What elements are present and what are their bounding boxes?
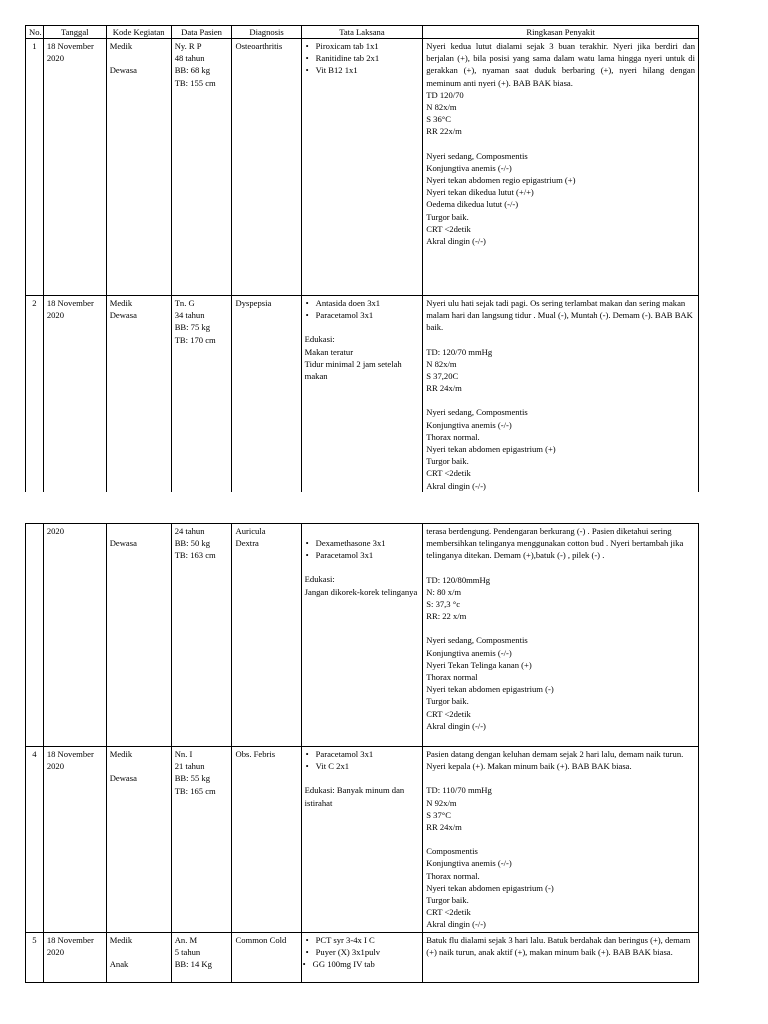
- row-tata-laksana: [301, 39, 423, 296]
- kode-line: Medik: [109, 749, 133, 759]
- exam-line: CRT <2detik: [426, 223, 471, 234]
- therapy-item: • Dexamethasone 3x1: [316, 537, 420, 549]
- row-tata-laksana: [301, 296, 423, 494]
- edukasi-line: Makan teratur: [304, 346, 354, 357]
- edukasi-line: Tidur minimal 2 jam setelah makan: [304, 358, 402, 382]
- ringkasan-paragraph: Nyeri ulu hati sejak tadi pagi. Os sering terlambat makan dan sering makan malam hari dan langsung tidur . Mual (-), Muntah (-). Demam (-). BAB BAK baik.: [426, 298, 693, 333]
- exam-line: Nyeri tekan abdomen epigastrium (-): [426, 882, 554, 893]
- row-number: 4: [26, 747, 44, 933]
- exam-line: Nyeri tekan abdomen epigastrium (+): [426, 444, 556, 455]
- pasien-line: BB: 14 Kg: [174, 959, 212, 970]
- table-row: [26, 296, 699, 494]
- vital-line: S: 37,3 °c: [426, 599, 461, 610]
- row-number: 1: [26, 39, 44, 296]
- exam-line: Akral dingin (-/-): [426, 480, 486, 491]
- exam-line: Nyeri sedang, Composmentis: [426, 407, 528, 418]
- row-tata-laksana: [301, 524, 423, 747]
- exam-line: CRT <2detik: [426, 708, 471, 719]
- row-ringkasan: [423, 747, 699, 933]
- exam-line: Nyeri tekan abdomen regio epigastrium (+): [426, 175, 576, 186]
- header-data-pasien: Data Pasien: [171, 26, 232, 39]
- row-tanggal: 18 November 2020: [43, 747, 106, 933]
- pasien-line: TB: 170 cm: [174, 334, 216, 345]
- row-ringkasan: [423, 932, 699, 982]
- exam-line: Nyeri Tekan Telinga kanan (+): [426, 659, 532, 670]
- pasien-line: TB: 155 cm: [174, 77, 216, 88]
- row-tata-laksana: [301, 932, 423, 982]
- exam-line: Oedema dikedua lutut (-/-): [426, 199, 519, 210]
- patient-table-part-2: [25, 523, 699, 983]
- header-diagnosis: Diagnosis: [232, 26, 301, 39]
- header-kode-kegiatan: Kode Kegiatan: [106, 26, 171, 39]
- edukasi-line: Edukasi:: [304, 334, 335, 345]
- row-kode: [106, 932, 171, 982]
- row-diagnosis: Dyspepsia: [232, 296, 301, 494]
- pasien-line: BB: 68 kg: [174, 65, 211, 76]
- exam-line: CRT <2detik: [426, 468, 471, 479]
- therapy-item: • Paracetamol 3x1: [316, 748, 420, 760]
- pasien-line: BB: 55 kg: [174, 773, 211, 784]
- exam-line: Konjungtiva anemis (-/-): [426, 647, 512, 658]
- table-row: [26, 524, 699, 747]
- row-tanggal: 18 November 2020: [43, 932, 106, 982]
- header-tata-laksana: Tata Laksana: [301, 26, 423, 39]
- vital-line: N 82x/m: [426, 358, 457, 369]
- pasien-line: 24 tahun: [174, 526, 205, 536]
- row-diagnosis: Osteoarthritis: [232, 39, 301, 296]
- therapy-subitem: • GG 100mg IV tab: [313, 958, 420, 970]
- exam-line: Thorax normal: [426, 672, 478, 683]
- exam-line: Thorax normal.: [426, 431, 480, 442]
- table-row: [26, 39, 699, 296]
- edukasi-line: Jangan dikorek-korek telinganya: [304, 586, 418, 597]
- ringkasan-paragraph: Batuk flu dialami sejak 3 hari lalu. Batuk berdahak dan beringus (+), demam (+) naik turun, anak aktif (+), makan minum baik (+). BAB BAK biasa.: [426, 934, 691, 957]
- exam-line: Konjungtiva anemis (-/-): [426, 162, 512, 173]
- kode-line: Medik: [109, 934, 133, 945]
- patient-table-part-1: [25, 25, 699, 509]
- diagnosis-line: Dextra: [235, 538, 259, 549]
- pasien-line: TB: 165 cm: [174, 785, 216, 796]
- diagnosis-line: Auricula: [235, 526, 266, 536]
- row-kode: [106, 747, 171, 933]
- header-no: No.: [26, 26, 44, 39]
- therapy-item: • Vit C 2x1: [316, 760, 420, 772]
- exam-line: Turgor baik.: [426, 696, 469, 707]
- row-kode: [106, 39, 171, 296]
- row-number: 2: [26, 296, 44, 494]
- pasien-line: BB: 50 kg: [174, 538, 211, 549]
- row-pasien: [171, 39, 232, 296]
- therapy-item: • Piroxicam tab 1x1: [316, 40, 420, 52]
- vital-line: TD: 120/70 mmHg: [426, 346, 493, 357]
- pasien-line: 5 tahun: [174, 946, 201, 957]
- exam-line: Turgor baik.: [426, 211, 469, 222]
- exam-line: Nyeri tekan abdomen epigastrium (-): [426, 684, 554, 695]
- pasien-line: 34 tahun: [174, 310, 205, 321]
- document-page-2: [0, 520, 768, 1024]
- row-tanggal: 18 November 2020: [43, 39, 106, 296]
- pasien-line: TB: 163 cm: [174, 550, 216, 561]
- vital-line: S 37,20C: [426, 371, 459, 382]
- document-page-1: [0, 0, 768, 492]
- page-gap: [0, 492, 768, 520]
- row-diagnosis: Obs. Febris: [232, 747, 301, 933]
- exam-line: Turgor baik.: [426, 456, 469, 467]
- row-kode: [106, 296, 171, 494]
- therapy-item: • PCT syr 3-4x I C: [316, 934, 420, 946]
- row-pasien: [171, 932, 232, 982]
- therapy-item: • Vit B12 1x1: [316, 64, 420, 76]
- exam-line: Akral dingin (-/-): [426, 236, 486, 247]
- row-ringkasan: [423, 39, 699, 296]
- vital-line: TD 120/70: [426, 89, 464, 100]
- exam-line: Konjungtiva anemis (-/-): [426, 419, 512, 430]
- row-number: 5: [26, 932, 44, 982]
- exam-line: Thorax normal.: [426, 870, 480, 881]
- vital-line: RR: 22 x/m: [426, 611, 467, 622]
- header-ringkasan-penyakit: Ringkasan Penyakit: [423, 26, 699, 39]
- pasien-line: Ny. R P: [174, 41, 202, 51]
- kode-line: Dewasa: [109, 65, 137, 76]
- table-row: [26, 747, 699, 933]
- row-pasien: [171, 747, 232, 933]
- pasien-line: BB: 75 kg: [174, 322, 211, 333]
- exam-line: CRT <2detik: [426, 907, 471, 918]
- exam-line: Nyeri sedang, Composmentis: [426, 635, 528, 646]
- row-pasien: [171, 296, 232, 494]
- pasien-line: 48 tahun: [174, 53, 205, 64]
- therapy-item: • Antasida doen 3x1: [316, 297, 420, 309]
- ringkasan-paragraph: Nyeri kedua lutut dialami sejak 3 buan terakhir. Nyeri jika berdiri dan berjalan (+), bila posisi yang sama dalam watu lama hingga nyeri untuk di gerakkan (+), nyaman saat duduk berbaring (+), nyeri hilang dengan meminum anti nyeri (+). BAB BAK biasa.: [426, 41, 695, 88]
- row-tata-laksana: [301, 747, 423, 933]
- row-number: [26, 524, 44, 747]
- edukasi-line: Edukasi: Banyak minum dan istirahat: [304, 785, 405, 808]
- vital-line: RR 24x/m: [426, 822, 462, 833]
- table-row: [26, 932, 699, 982]
- vital-line: TD: 110/70 mmHg: [426, 785, 492, 796]
- ringkasan-paragraph: Pasien datang dengan keluhan demam sejak 2 hari lalu, demam naik turun. Nyeri kepala (+). Makan minum baik (+). BAB BAK biasa.: [426, 749, 684, 772]
- kode-line: Dewasa: [109, 310, 137, 321]
- vital-line: RR 24x/m: [426, 383, 462, 394]
- row-tanggal: 18 November 2020: [43, 296, 106, 494]
- vital-line: TD: 120/80mmHg: [426, 574, 490, 585]
- therapy-item: • Ranitidine tab 2x1: [316, 52, 420, 64]
- exam-line: Nyeri tekan dikedua lutut (+/+): [426, 187, 534, 198]
- table-header-row: [26, 26, 699, 39]
- exam-line: Turgor baik.: [426, 895, 469, 906]
- vital-line: S 37°C: [426, 809, 451, 820]
- pasien-line: Tn. G: [174, 298, 195, 308]
- kode-line: Medik: [109, 41, 133, 51]
- pasien-line: Nn. I: [174, 749, 193, 759]
- kode-line: Medik: [109, 298, 133, 308]
- vital-line: N 92x/m: [426, 797, 457, 808]
- row-ringkasan: [423, 524, 699, 747]
- row-kode: [106, 524, 171, 747]
- vital-line: S 36°C: [426, 114, 451, 125]
- kode-line: Dewasa: [109, 773, 137, 784]
- row-pasien: [171, 524, 232, 747]
- kode-line: Dewasa: [109, 538, 137, 548]
- row-tanggal: 2020: [43, 524, 106, 747]
- exam-line: Composmentis: [426, 846, 478, 857]
- row-diagnosis: Common Cold: [232, 932, 301, 982]
- ringkasan-paragraph: terasa berdengung. Pendengaran berkurang (-) . Pasien diketahui sering membersihkan telinganya menggunakan cotton bud . Nyeri bertambah jika telinganya ditekan. Demam (+),batuk (-) , pilek (-) .: [426, 526, 684, 561]
- vital-line: RR 22x/m: [426, 126, 462, 137]
- vital-line: N 82x/m: [426, 102, 457, 113]
- exam-line: Akral dingin (-/-): [426, 919, 486, 930]
- pasien-line: An. M: [174, 934, 198, 945]
- exam-line: Nyeri sedang, Composmentis: [426, 150, 528, 161]
- edukasi-line: Edukasi:: [304, 574, 335, 585]
- therapy-item: • Paracetamol 3x1: [316, 309, 420, 321]
- row-ringkasan: [423, 296, 699, 494]
- header-tanggal: Tanggal: [43, 26, 106, 39]
- therapy-item: • Puyer (X) 3x1pulv: [316, 946, 420, 958]
- therapy-item: • Paracetamol 3x1: [316, 549, 420, 561]
- pasien-line: 21 tahun: [174, 761, 205, 772]
- row-diagnosis: [232, 524, 301, 747]
- kode-line: Anak: [109, 958, 129, 969]
- exam-line: Konjungtiva anemis (-/-): [426, 858, 512, 869]
- exam-line: Akral dingin (-/-): [426, 720, 486, 731]
- vital-line: N: 80 x/m: [426, 586, 462, 597]
